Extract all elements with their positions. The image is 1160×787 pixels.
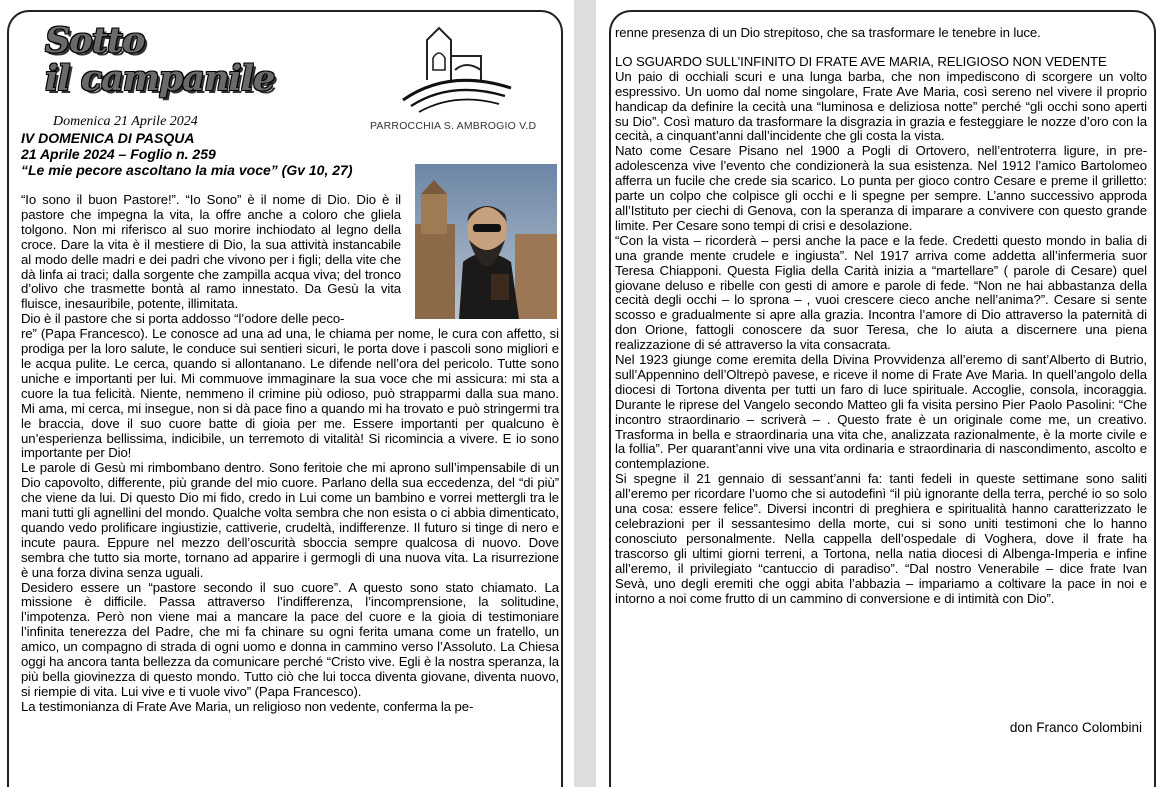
left-page bbox=[7, 10, 563, 787]
sunday-heading: IV DOMENICA DI PASQUA bbox=[21, 130, 195, 146]
masthead-title bbox=[45, 22, 274, 98]
left-paragraph-3: Le parole di Gesù mi rimbombano dentro. Sono feritoie che mi aprono sull’impensabile di un Dio capovolto, differente, più grande del mio cuore. Parlano della sua eccedenza, del “di più” che viene da lui. Di questo Dio mi fido, credo in Lui come un bambino e vorrei mettergli tra le mani tutti gli agnellini del mondo. Qualche volta sembra che non esista o ci abbia dimenticato, quando vedo prolificare ingiustizie, cattiverie, crudeltà, indifferenze. Il futuro si tinge di nero e incute paura. Eppure nel mezzo dell’oscurità sboccia sempre qualcosa di nuovo. Dove sembra che tutto sia morte, tornano ad apparire i germogli di una nuova vita. La risurrezione è una forza divina senza uguali. bbox=[21, 460, 559, 580]
left-paragraph-1: “Io sono il buon Pastore!”. “Io Sono” è il nome di Dio. Dio è il pastore che impegna la vita, la offre anche a coloro che gliela tolgono. Non mi riferisco al suo morire inchiodato al legno della croce. Dare la vita è il mestiere di Dio, la sua attività instancabile al modo delle madri e dei padri che vivono per i figli; della vite che dà linfa ai traci; dalla sorgente che zampilla acqua viva; del tronco d’olivo che trasmette bontà al ramo innestato. Da Gesù la vita fluisce, inesauribile, potente, illimitata. bbox=[21, 192, 401, 312]
issue-number-heading: 21 Aprile 2024 – Foglio n. 259 bbox=[21, 146, 216, 162]
left-paragraph-2-start: Dio è il pastore che si porta addosso “l’odore delle peco- bbox=[21, 311, 345, 327]
left-article-body bbox=[21, 193, 559, 715]
right-paragraph-4: Nel 1923 giunge come eremita della Divina Provvidenza all’eremo di sant’Alberto di Butrio, sull’Appennino dell’Oltrepò pavese, e riceve il nome di Frate Ave Maria. In quell’angolo della diocesi di Tortona diventa per tutti un faro di luce spirituale. Accoglie, consola, incoraggia. Durante le riprese del Vangelo secondo Matteo gli fa visita persino Pier Paolo Pasolini: “Che incontro straordinario – scriverà – . Questo frate è un originale come me, un creativo. Trasforma in bella e straordinaria una vita che, analizzata razionalmente, è la morte civile e la follia”. Per quarant’anni vive una vita ordinaria e straordinaria di nascondimento, ascolto e contemplazione. bbox=[615, 352, 1147, 472]
right-page bbox=[609, 10, 1156, 787]
author-signature: don Franco Colombini bbox=[1009, 720, 1142, 735]
article-title: LO SGUARDO SULL’INFINITO DI FRATE AVE MARIA, RELIGIOSO NON VEDENTE bbox=[615, 53, 1107, 69]
right-paragraph-5: Si spegne il 21 gennaio di sessant’anni fa: tanti fedeli in queste settimane sono saliti all’eremo per ricordare l’uomo che si autodefinì “il più ignorante della terra, perché io so solo una cosa: essere felice”. Diversi incontri di preghiera e spiritualità hanno caratterizzato le celebrazioni per il sessantesimo della morte, cui si sono uniti testimoni che lo hanno conosciuto personalmente. Nella cappella dell’ospedale di Voghera, dove il frate ha trascorso gli ultimi giorni terreni, a Tortona, nella natia diocesi di Albenga-Imperia e infine all’eremo, il privilegiato “cantuccio di paradiso”. “Dal nostro Venerabile – dice frate Ivan Sevà, uno degli eremiti che oggi abita l’abbazia – impariamo a coltivare la pace in noi e intorno a noi come frutto di un cammino di conversione e di intimità con Dio”. bbox=[615, 471, 1147, 606]
left-paragraph-5: La testimonianza di Frate Ave Maria, un religioso non vedente, conferma la pe- bbox=[21, 698, 474, 714]
gospel-quote-heading: “Le mie pecore ascoltano la mia voce” (Gv 10, 27) bbox=[21, 162, 353, 178]
masthead-line-1: Sotto bbox=[45, 20, 145, 61]
right-article-body bbox=[615, 26, 1147, 606]
right-paragraph-2: Nato come Cesare Pisano nel 1900 a Pogli di Ortovero, nell’entroterra ligure, in pre-adolescenza vive l’evento che condizionerà la sua esistenza. Nel 1912 l’amico Bartolomeo afferra un fucile che crede sia scarico. Lo punta per gioco contro Cesare e preme il grilletto: parte un colpo che colpisce gli occhi e li spegne per sempre. L’anno successivo approda all’Istituto per ciechi di Genova, con la speranza di imparare a convivere con questo grande limite. Per Cesare sono tempi di crisi e desolazione. bbox=[615, 143, 1147, 233]
church-bell-tower-logo-icon bbox=[389, 18, 519, 118]
issue-headings bbox=[21, 130, 352, 178]
left-paragraph-2: re” (Papa Francesco). Le conosce ad una ad una, le chiama per nome, le cura con affetto, si prodiga per la loro salute, le conduce sui sentieri sicuri, le porta dove i pascoli sono migliori e le acqua pulite. Le cerca, quando si allontanano. Le difende nell’ora del pericolo. Tutte sono uniche e importanti per lui. Mi commuove immaginare la sua voce che mi assicura: mi sta a cuore la tua felicità. Niente, nemmeno il crimine più odioso, può strapparmi dalla sua mano. Mi ama, mi cerca, mi insegue, non si dà pace fino a quando mi ha trovato e può stringermi tra le braccia, dove il suo cuore batte di gioia per me. Essere importanti per qualcuno è un’esperienza bellissima, indicibile, un terremoto di vitalità! Si ricomincia a vivere. E io sono importante per Dio! bbox=[21, 326, 559, 461]
right-paragraph-0: renne presenza di un Dio strepitoso, che sa trasformare le tenebre in luce. bbox=[615, 25, 1041, 40]
masthead-line-2: il campanile bbox=[45, 58, 275, 99]
page-gutter bbox=[574, 0, 596, 787]
parish-name: PARROCCHIA S. AMBROGIO V.D bbox=[370, 120, 537, 132]
right-paragraph-3: “Con la vista – ricorderà – persi anche la pace e la fede. Credetti questo mondo in balia di una grande mente crudele e ingiusta”. Nel 1917 arriva come addetta all’infermeria suor Teresa Chiapponi. Questa Figlia della Carità inizia a “martellare” ( parole di Cesare) quel giovane deluso e ribelle con gesti di amore e parole di fede. “Non ne hai abbastanza della cecità degli occhi – lo sprona – , vuoi crescere cieco anche nell’anima?”. Cesare si sente scosso e gradualmente si apre alla grazia. Incontra l’amore di Dio attraverso la paternità di don Orione, fattogli conoscere da suor Teresa, che lo aiuta a discernere una piena realizzazione di sé attraverso la vita consacrata. bbox=[615, 232, 1147, 353]
issue-date: Domenica 21 Aprile 2024 bbox=[53, 114, 198, 129]
right-paragraph-1: Un paio di occhiali scuri e una lunga barba, che non impediscono di scorgere un volto espressivo. Un uomo dal nome singolare, Frate Ave Maria, così sereno nel vivere il proprio handicap da definire la cecità una “luminosa e deliziosa notte” perché “gli occhi sono aperti su Dio”. Così maturo da trasformare la disgrazia in grazia e festeggiare le nozze d’oro con la cecità, a cinquant’anni dall’incidente che gli costa la vista. bbox=[615, 68, 1147, 144]
left-paragraph-4: Desidero essere un “pastore secondo il suo cuore”. A questo sono stato chiamato. La missione è difficile. Passa attraverso l’indifferenza, l’incomprensione, la solitudine, l’impotenza. Però non viene mai a mancare la pace del cuore e la gioia di testimoniare l’infinita tenerezza del Padre, che mi fa chinare su ogni ferita umana come un fratello, un amico, un compagno di strada di ogni uomo e donna in cammino verso l’Assoluto. La Chiesa oggi ha ancora tanta bellezza da comunicare perché “Cristo vive. Egli è la nostra speranza, la più bella giovinezza di questo mondo. Tutto ciò che lui tocca diventa giovane, diventa nuovo, si riempie di vita. Lui vive e ti vuole vivo” (Papa Francesco). bbox=[21, 579, 559, 699]
